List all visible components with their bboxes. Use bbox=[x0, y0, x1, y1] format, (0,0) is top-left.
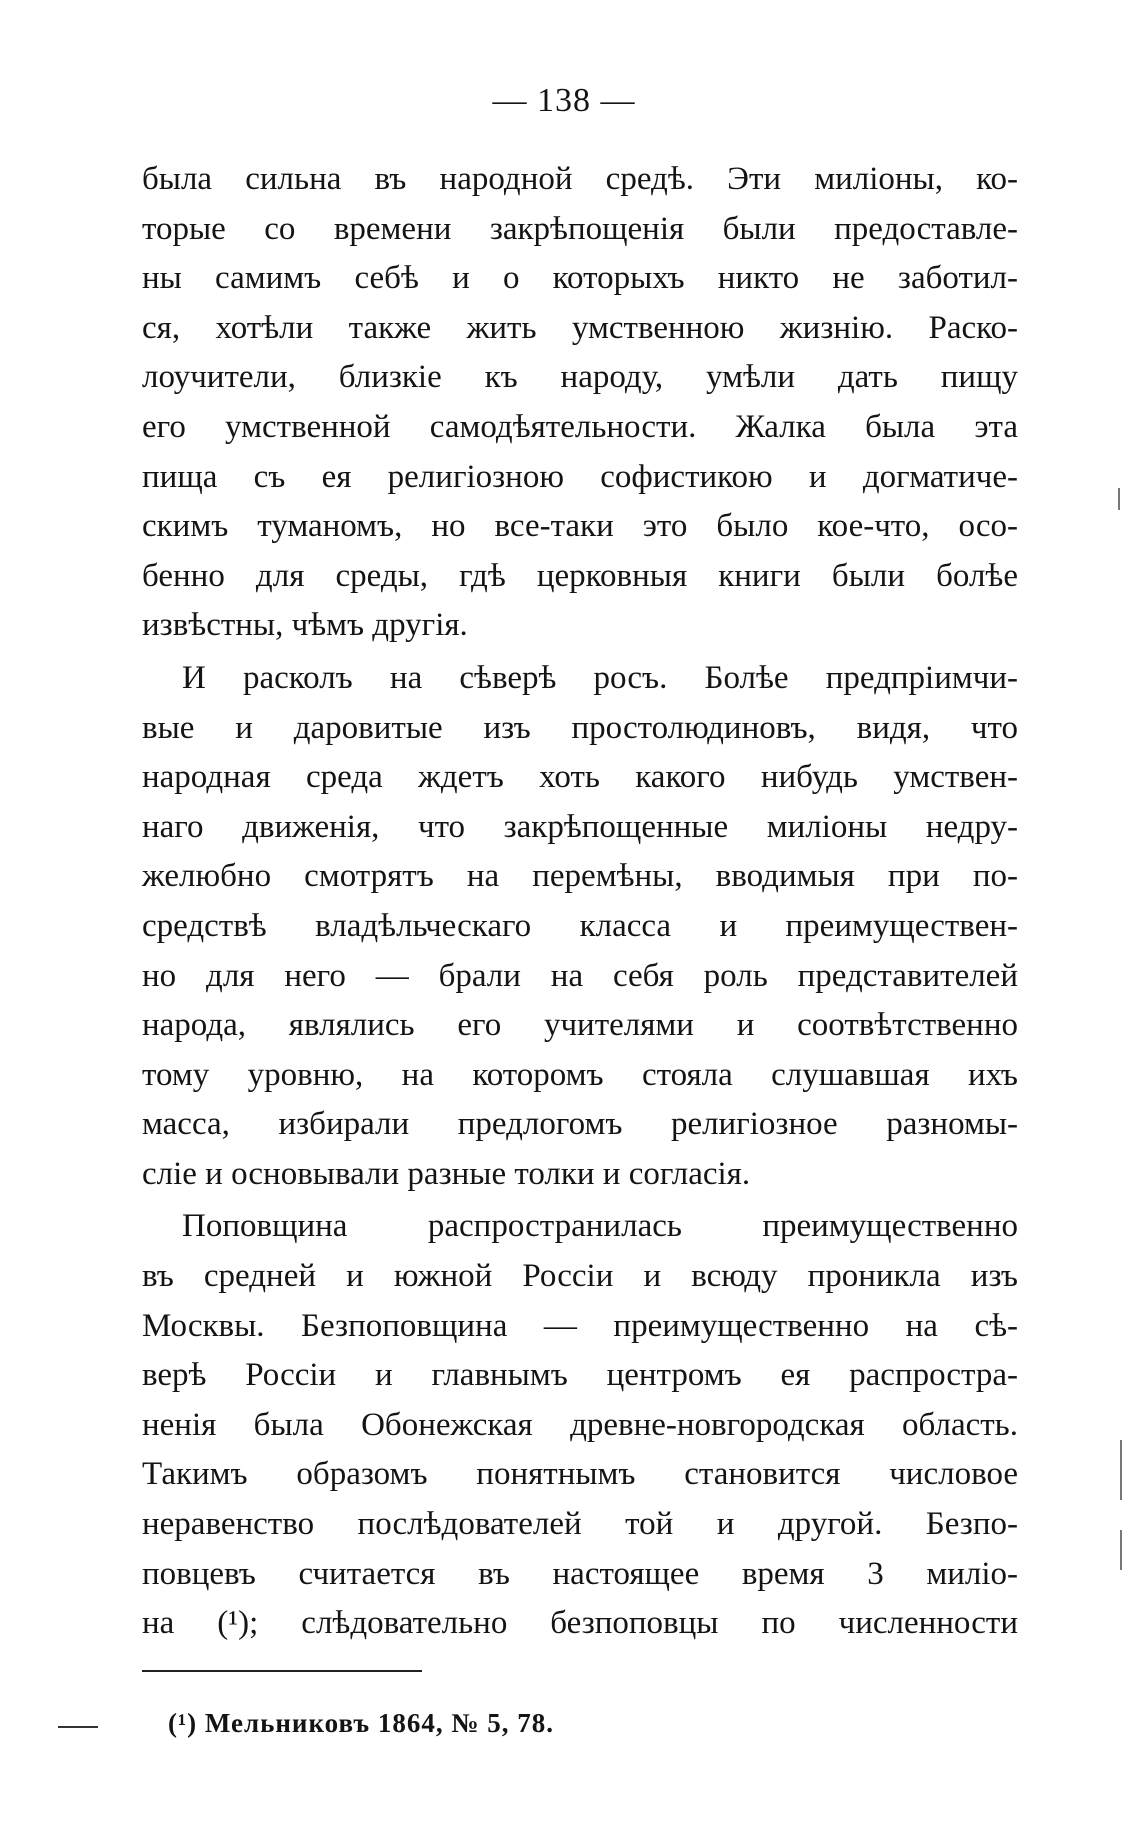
footnote: (¹) Мельниковъ 1864, № 5, 78. bbox=[168, 1708, 555, 1738]
text-line: его умственной самодѣятельности. Жалка была эта bbox=[142, 408, 1018, 445]
paragraph-3 bbox=[142, 1202, 1018, 1648]
text-line: бенно для среды, гдѣ церковныя книги были болѣе bbox=[142, 557, 1018, 594]
text-line: пища съ ея религiозною софистикою и догматиче- bbox=[142, 458, 1018, 495]
paragraph-2 bbox=[142, 654, 1018, 1200]
text-line: масса, избирали предлогомъ религiозное разномы- bbox=[142, 1106, 1018, 1143]
text-line: И расколъ на сѣверѣ росъ. Болѣе предпрiимчи- bbox=[182, 659, 1018, 696]
text-line: извѣстны, чѣмъ другiя. bbox=[142, 607, 468, 644]
page-number: — 138 — bbox=[492, 82, 636, 119]
text-line: слiе и основывали разные толки и согласiя. bbox=[142, 1155, 751, 1192]
margin-mark bbox=[1120, 1440, 1122, 1500]
text-line: въ средней и южной Россiи и всюду проникла изъ bbox=[142, 1258, 1018, 1295]
text-line: Москвы. Безпоповщина — преимущественно на сѣ- bbox=[142, 1307, 1018, 1344]
text-line: скимъ туманомъ, но все-таки это было кое-что, осо- bbox=[142, 508, 1018, 545]
text-line: ны самимъ себѣ и о которыхъ никто не заботил- bbox=[142, 260, 1018, 297]
text-line: вые и даровитые изъ простолюдиновъ, видя, что bbox=[142, 709, 1018, 746]
text-line: тому уровню, на которомъ стояла слушавшая ихъ bbox=[142, 1056, 1018, 1093]
text-line: ся, хотѣли также жить умственною жизнiю. Раско- bbox=[142, 309, 1018, 346]
footnote-divider bbox=[142, 1670, 422, 1672]
text-line: желюбно смотрятъ на перемѣны, вводимыя при по- bbox=[142, 858, 1018, 895]
body-text bbox=[142, 155, 1018, 1649]
margin-mark bbox=[58, 1726, 98, 1728]
text-line: народа, являлись его учителями и соотвѣтственно bbox=[142, 1007, 1018, 1044]
text-line: Поповщина распространилась преимущественно bbox=[182, 1208, 1018, 1245]
text-line: верѣ Россiи и главнымъ центромъ ея распростра- bbox=[142, 1357, 1018, 1394]
text-line: лоучители, близкiе къ народу, умѣли дать пищу bbox=[142, 359, 1018, 396]
text-line: была сильна въ народной средѣ. Эти милiоны, ко- bbox=[142, 161, 1018, 197]
text-line: Такимъ образомъ понятнымъ становится числовое bbox=[142, 1456, 1018, 1493]
margin-mark bbox=[1120, 1530, 1122, 1570]
paragraph-1 bbox=[142, 155, 1018, 651]
margin-mark bbox=[1118, 488, 1120, 510]
text-line: на (¹); слѣдовательно безпоповцы по численности bbox=[142, 1605, 1018, 1642]
text-line: но для него — брали на себя роль представителей bbox=[142, 957, 1018, 994]
text-line: ненiя была Обонежская древне-новгородская область. bbox=[142, 1406, 1018, 1443]
text-line: неравенство послѣдователей той и другой. Безпо- bbox=[142, 1506, 1018, 1543]
text-line: наго движенiя, что закрѣпощенные милiоны недру- bbox=[142, 808, 1018, 845]
text-line: повцевъ считается въ настоящее время 3 милiо- bbox=[142, 1555, 1018, 1592]
text-line: средствѣ владѣльческаго класса и преимуществен- bbox=[142, 907, 1018, 944]
text-line: народная среда ждетъ хоть какого нибудь умствен- bbox=[142, 759, 1018, 796]
text-line: торые со времени закрѣпощенiя были предоставле- bbox=[142, 210, 1018, 247]
